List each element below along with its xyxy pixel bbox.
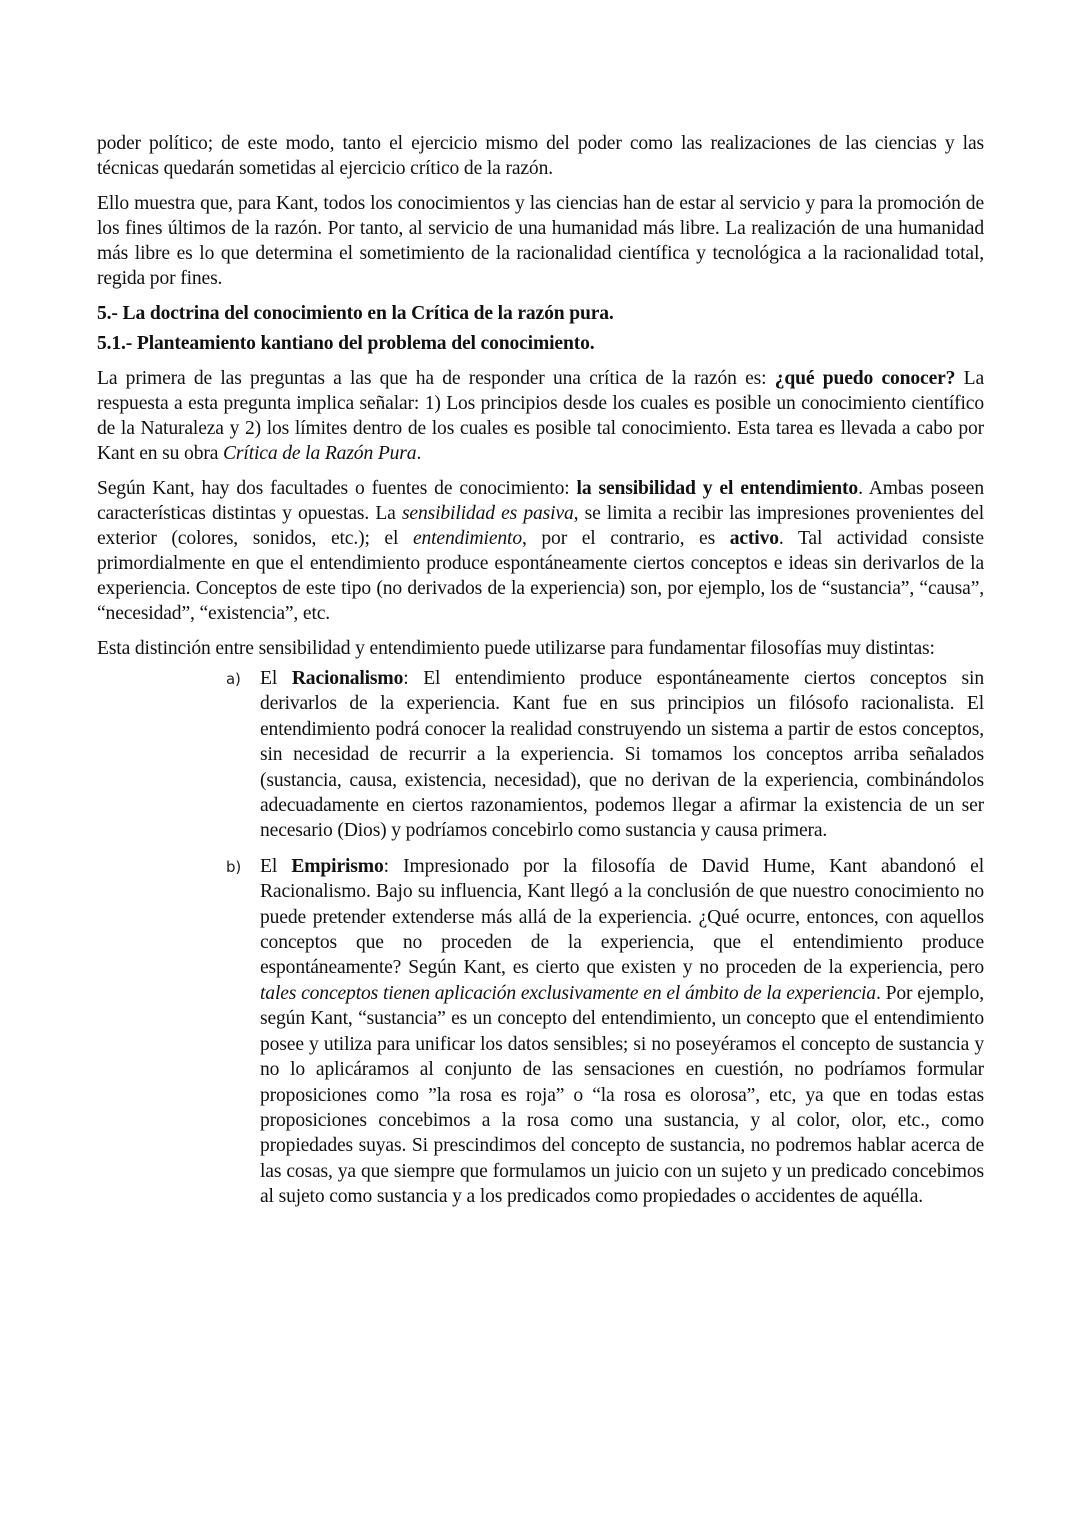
text-run: , se limita a recibir las impresiones provenientes del exterior (colores, sonidos, etc.); el [97,503,984,549]
text-run: . [416,443,422,464]
text-run: . Ambas poseen características distintas y opuestas. La [97,478,985,524]
text-run: El [260,668,292,689]
bold-question: ¿qué puedo conocer? [774,368,956,389]
text-run: : Impresionado por la filosofía de David Hume, Kant abandonó el Racionalismo. Bajo su influencia, Kant llegó a la conclusión de que nuestro conocimiento no puede pretender extenderse más allá de la experiencia. ¿Qué ocurre, entonces, con aquellos conceptos que no proceden de la experiencia, que el entendimiento produce espontáneamente? Según Kant, es cierto que existen y no proceden de la experiencia, pero [260,855,984,979]
italic-term: sensibilidad es pasiva [401,503,574,524]
section-heading: 5.- La doctrina del conocimiento en la Crítica de la razón pura. [97,303,614,324]
list-item-rationalism [226,666,984,844]
paragraph-distinction: Esta distinción entre sensibilidad y entendimiento puede utilizarse para fundamentar filosofías muy distintas: [97,638,935,659]
philosophies-list [97,666,984,1210]
text-run: : El entendimiento produce espontáneamente ciertos conceptos sin derivarlos de la experiencia. Kant fue en sus principios un filósofo racionalista. El entendimiento podrá conocer la realidad construyendo un sistema a partir de estos conceptos, sin necesidad de recurrir a la experiencia. Si tomamos los conceptos arriba señalados (sustancia, causa, existencia, necesidad), que no derivan de la experiencia, combinándolos adecuadamente en ciertos razonamientos, podemos llegar a afirmar la existencia de un ser necesario (Dios) y podríamos concebirlo como sustancia y causa primera. [260,668,984,842]
italic-term: entendimiento [412,528,522,549]
document-page [97,131,984,1220]
text-run: , por el contrario, es [522,528,730,549]
list-marker: a) [226,670,241,688]
text-run: El [260,855,292,877]
paragraph-two-faculties [97,476,984,626]
text-run: La respuesta a esta pregunta implica señalar: 1) Los principios desde los cuales es posible un conocimiento científico de la Naturaleza y 2) los límites dentro de los cuales es posible tal conocimiento. Esta tarea es llevada a cabo por Kant en su obra [97,368,985,464]
text-run: La primera de las preguntas a las que ha de responder una crítica de la razón es: [97,368,775,389]
list-item-empiricism [226,854,985,1210]
paragraph-power-critique: poder político; de este modo, tanto el ejercicio mismo del poder como las realizaciones de las ciencias y las técnicas quedarán sometidas al ejercicio crítico de la razón. [97,133,984,179]
text-run: . Por ejemplo, según Kant, “sustancia” es un concepto del entendimiento, un concepto que el entendimiento posee y utiliza para unificar los datos sensibles; si no poseyéramos el concepto de sustancia y no lo aplicáramos al conjunto de las sensaciones en cuestión, no podríamos formular proposiciones como ”la rosa es roja” o “la rosa es olorosa”, etc, ya que en todas estas proposiciones concebimos a la rosa como una sustancia, y al color, olor, etc., como propiedades suyas. Si prescindimos del concepto de sustancia, no podremos hablar acerca de las cosas, ya que siempre que formulamos un juicio con un sujeto y un predicado concebimos al sujeto como sustancia y a los predicados como propiedades o accidentes de aquélla. [260,982,985,1208]
bold-term: Racionalismo [291,668,404,689]
paragraph-sciences-service: Ello muestra que, para Kant, todos los conocimientos y las ciencias han de estar al servicio y para la promoción de los fines últimos de la razón. Por tanto, al servicio de una humanidad más libre. La realización de una humanidad más libre es lo que determina el sometimiento de la racionalidad científica y tecnológica a la racionalidad total, regida por fines. [97,193,984,289]
list-marker: b) [226,857,242,876]
text-run: . Tal actividad consiste primordialmente en que el entendimiento produce espontáneamente ciertos conceptos e ideas sin derivarlos de la experiencia. Conceptos de este tipo (no derivados de la experiencia) son, por ejemplo, los de “sustancia”, “causa”, “necesidad”, “existencia”, etc. [97,528,984,624]
paragraph-first-question [97,366,984,466]
text-run: Según Kant, hay dos facultades o fuentes de conocimiento: [97,478,577,499]
subsection-heading: 5.1.- Planteamiento kantiano del problema del conocimiento. [97,333,595,354]
bold-term: activo [729,528,779,549]
bold-term: Empirismo [291,855,384,877]
bold-term: la sensibilidad y el entendimiento [576,478,859,499]
italic-phrase: tales conceptos tienen aplicación exclusivamente en el ámbito de la experiencia [260,982,876,1004]
book-title: Crítica de la Razón Pura [223,443,417,464]
